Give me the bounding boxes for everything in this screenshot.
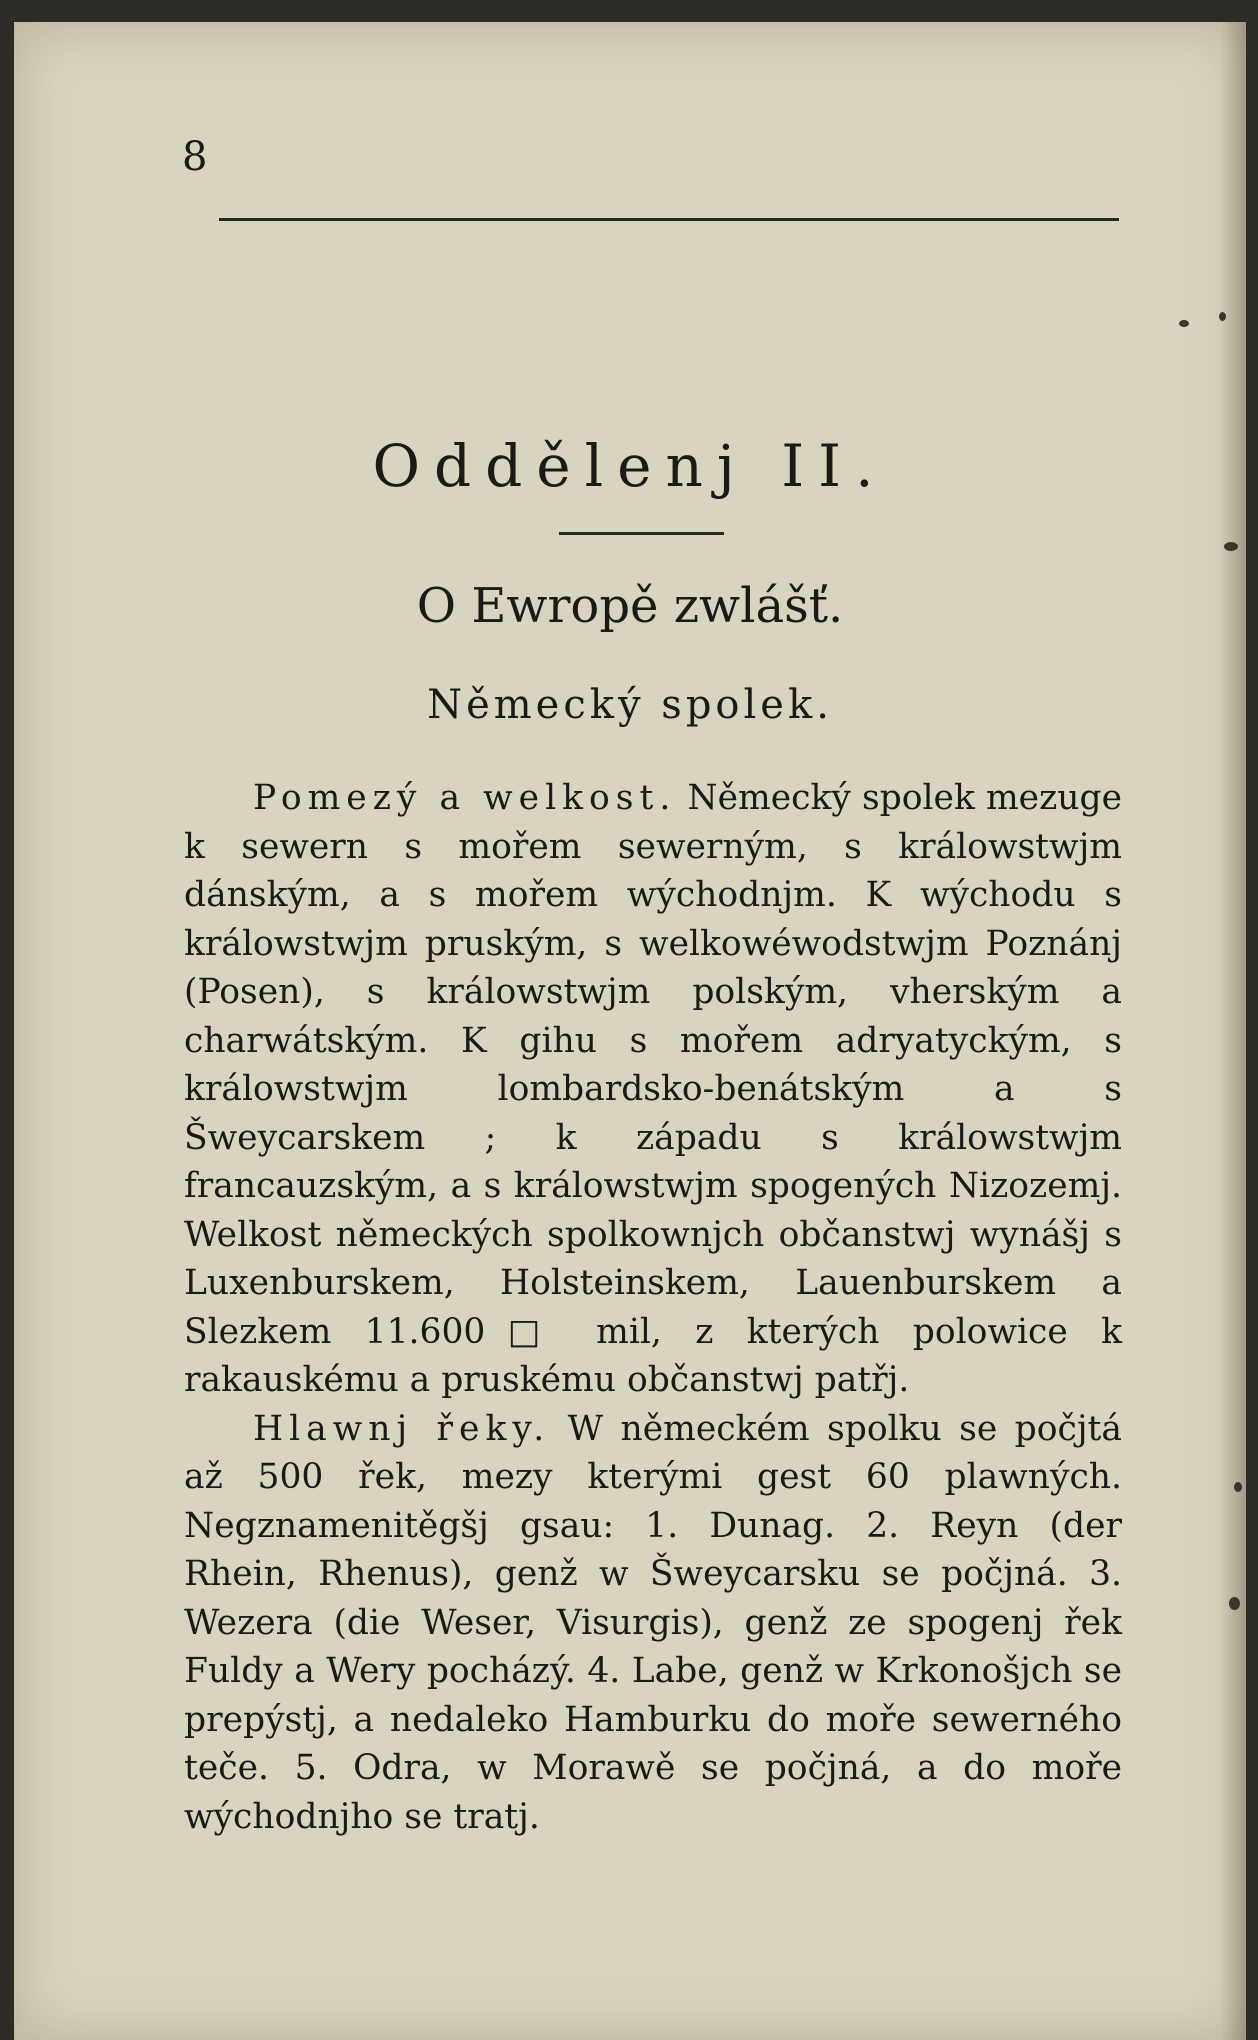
square-symbol: □: [485, 1311, 563, 1352]
ink-speck: [1234, 1482, 1242, 1492]
book-page: [14, 22, 1246, 2040]
ink-speck: [1224, 542, 1238, 551]
page-number: 8: [182, 134, 208, 180]
page-edge-shadow: [1220, 22, 1246, 2040]
paragraph-text: W německém spolku se počjtá až 500 řek, mezy kterými gest 60 plawných. Negznamenitěgšj gsau: 1. Dunag. 2. Reyn (der Rhein, Rhenus), genž w Šweycarsku se počjná. 3. Wezera (die Weser, Visurgis), genž ze spogenj řek Fuldy a Wery pocházý. 4. Labe, genž w Krkonošjch se prepýstj, a nedaleko Hamburku do moře sewerného teče. 5. Odra, w Morawě se počjná, a do moře wýchodnjho se tratj.: [184, 1408, 1122, 1837]
section-heading: Oddělenj II.: [372, 432, 888, 500]
header-rule: [219, 218, 1119, 221]
section-subtitle: Německý spolek.: [427, 682, 833, 728]
paragraph-text-tail: mil, z kterých polowice k rakauskému a pruskému občanstwj patřj.: [184, 1311, 1123, 1400]
paragraph-text: Německý spolek mezuge k sewern s mořem sewerným, s králowstwjm dánským, a s mořem wýchodnjm. K wýchodu s králowstwjm pruským, s welkowéwodstwjm Poznánj (Posen), s králowstwjm polským, vherským a charwátským. K gihu s mořem adryatyckým, s králowstwjm lombardsko-benátským a s Šweycarskem ; k západu s králowstwjm francauzským, a s králowstwjm spogených Nizozemj. Welkost německých spolkownjch občanstwj wynášj s Luxenburskem, Holsteinskem, Lauenburskem a Slezkem 11.600: [184, 778, 1122, 1352]
ink-speck: [1229, 1597, 1240, 1610]
paragraph-rivers: [184, 1405, 1122, 1842]
chapter-subtitle: O Ewropě zwlášť.: [416, 578, 844, 634]
heading-rule: [559, 532, 724, 535]
ink-speck: [1179, 320, 1189, 327]
paragraph-borders-size: [184, 774, 1122, 1405]
body-text: [184, 774, 1122, 1841]
paragraph-lead: Pomezý a welkost.: [253, 778, 677, 818]
paragraph-lead: Hlawnj řeky.: [253, 1408, 551, 1449]
ink-speck: [1219, 312, 1226, 321]
